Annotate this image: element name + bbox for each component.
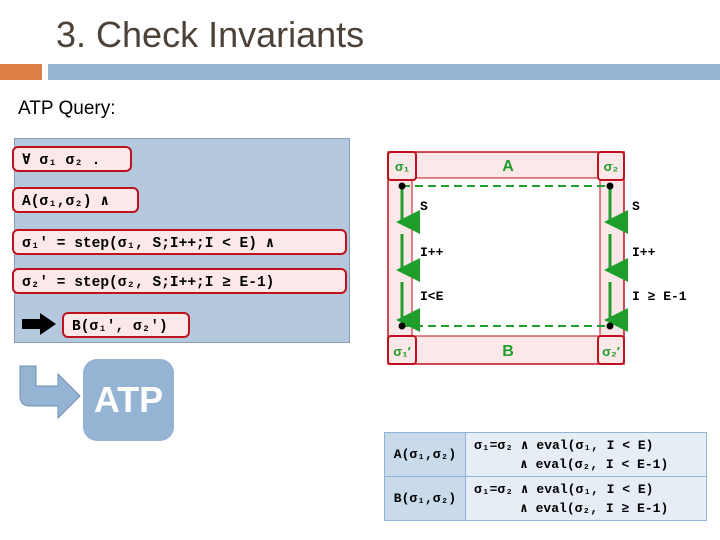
right-step-3: I ≥ E-1 <box>632 289 687 304</box>
label-invariant-a: A <box>502 158 514 175</box>
left-step-2: I++ <box>420 245 444 260</box>
label-sigma2: σ₂ <box>603 159 619 174</box>
invariant-def-b <box>466 477 707 521</box>
dot-top-right <box>607 183 614 190</box>
label-sigma1: σ₁ <box>394 159 410 174</box>
invariant-table <box>384 432 707 521</box>
right-step-1: S <box>632 199 640 214</box>
atp-query-label: ATP Query: <box>18 98 116 119</box>
atp-box: ATP <box>83 359 174 441</box>
label-sigma1-prime: σ₁′ <box>393 344 411 359</box>
table-row <box>385 477 707 521</box>
header-bar-orange <box>0 64 42 80</box>
dot-top-left <box>399 183 406 190</box>
label-invariant-b: B <box>502 343 514 360</box>
invariant-name-b: B(σ₁,σ₂) <box>385 477 466 521</box>
invariant-def-a <box>466 433 707 477</box>
invariant-def-a-line2: ∧ eval(σ₂, I < E-1) <box>520 456 669 472</box>
right-arrow-icon <box>22 313 56 335</box>
invariant-def-b-line2: ∧ eval(σ₂, I ≥ E-1) <box>520 500 669 516</box>
query-quantifier: ∀ σ₁ σ₂ . <box>12 146 132 172</box>
invariant-name-a: A(σ₁,σ₂) <box>385 433 466 477</box>
table-row <box>385 433 707 477</box>
right-step-2: I++ <box>632 245 656 260</box>
slide-title: 3. Check Invariants <box>56 14 365 55</box>
dot-bottom-left <box>399 323 406 330</box>
execution-diagram <box>384 150 687 370</box>
left-step-3: I<E <box>420 289 444 304</box>
query-step-right: σ₂′ = step(σ₂, S;I++;I ≥ E-1) <box>12 268 347 294</box>
query-step-left: σ₁′ = step(σ₁, S;I++;I < E) ∧ <box>12 229 347 255</box>
invariant-def-a-line1: σ₁=σ₂ ∧ eval(σ₁, I < E) <box>474 437 654 453</box>
query-postcondition: B(σ₁′, σ₂′) <box>62 312 190 338</box>
dot-bottom-right <box>607 323 614 330</box>
header-bar-blue <box>48 64 720 80</box>
bent-arrow-icon <box>16 366 82 422</box>
invariant-def-b-line1: σ₁=σ₂ ∧ eval(σ₁, I < E) <box>474 481 654 497</box>
query-precondition: A(σ₁,σ₂) ∧ <box>12 187 139 213</box>
left-step-1: S <box>420 199 428 214</box>
label-sigma2-prime: σ₂′ <box>602 344 620 359</box>
